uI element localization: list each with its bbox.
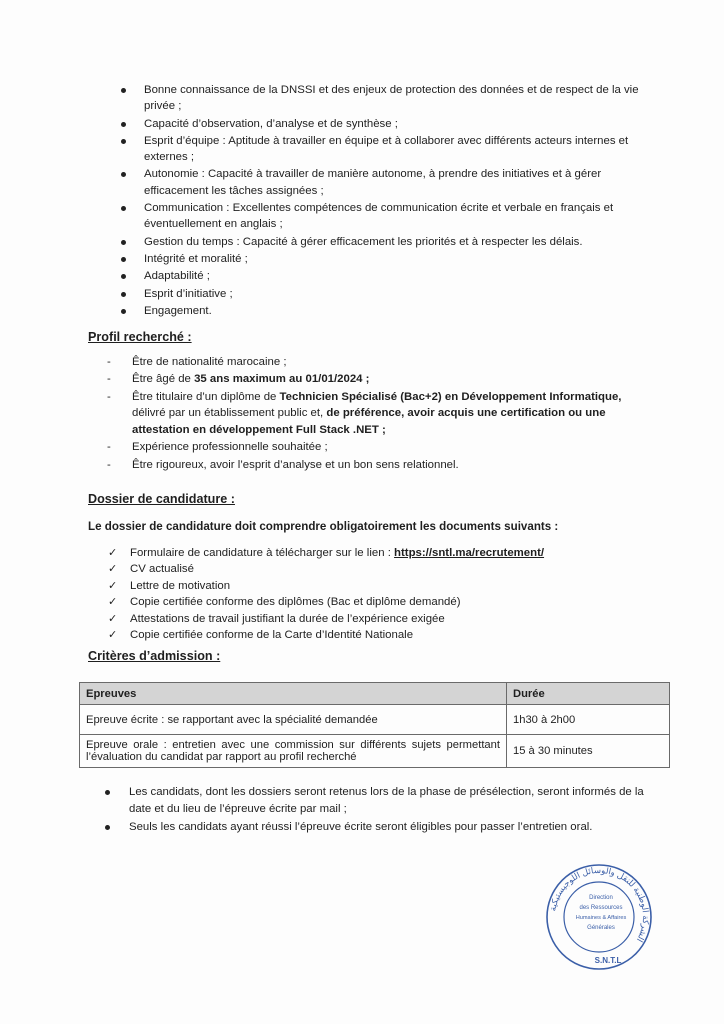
list-item: - Être titulaire d’un diplôme de Technicien Spécialisé (Bac+2) en Développement Informatique, délivré par un établissement public et, de préférence, avoir acquis une certification ou une attestation en développement Full Stack .NET ; [107,390,622,436]
table-header-epreuves: Epreuves [80,683,507,705]
list-item: Capacité d’observation, d’analyse et de synthèse ; [144,116,640,132]
profil-list [107,354,652,474]
profil-heading: Profil recherché : [88,330,192,344]
criteres-table [79,682,670,768]
table-row [80,705,670,735]
table-row [80,735,670,768]
list-item: Autonomie : Capacité à travailler de manière autonome, à prendre des initiatives et à gérer efficacement les tâches assignées ; [144,166,640,199]
list-item: - Être âgé de 35 ans maximum au 01/01/2024 ; [132,371,652,387]
dash-icon: - [107,458,111,471]
list-item: ✓ CV actualisé [130,561,650,577]
dossier-heading: Dossier de candidature : [88,492,235,506]
bullet-icon [105,790,110,795]
list-item: Communication : Excellentes compétences de communication écrite et verbale en français et éventuellement en anglais ; [144,200,640,233]
list-item: Seuls les candidats ayant réussi l’épreuve écrite seront éligibles pour passer l’entretien oral. [129,819,649,836]
table-cell-duree: 1h30 à 2h00 [507,705,670,735]
list-item: Intégrité et moralité ; [144,251,640,267]
list-item: Bonne connaissance de la DNSSI et des enjeux de protection des données et de respect de la vie privée ; [144,82,640,115]
stamp-line: des Ressources [579,905,623,911]
bullet-icon [121,88,126,93]
checkmark-icon: ✓ [108,579,118,592]
table-header-row [80,683,670,705]
list-item: Gestion du temps : Capacité à gérer efficacement les priorités et à respecter les délais. [144,234,640,250]
table-cell-epreuve: Epreuve écrite : se rapportant avec la spécialité demandée [80,705,507,735]
qualities-list [144,82,640,320]
table-cell-duree: 15 à 30 minutes [507,735,670,768]
dash-icon: - [107,441,111,454]
list-item: ✓ Copie certifiée conforme des diplômes (Bac et diplôme demandé) [130,594,650,610]
list-item: Engagement. [144,303,640,319]
checkmark-icon: ✓ [108,612,118,625]
list-item: - Expérience professionnelle souhaitée ; [132,439,652,455]
bullet-icon [121,292,126,297]
list-item: Esprit d’initiative ; [144,286,640,302]
bullet-icon [121,309,126,314]
dossier-intro: Le dossier de candidature doit comprendre obligatoirement les documents suivants : [88,520,559,533]
list-item: Esprit d’équipe : Aptitude à travailler en équipe et à collaborer avec différents acteurs internes et externes ; [144,133,640,166]
dossier-list [108,545,650,644]
stamp-line: Direction [589,895,613,901]
checkmark-icon: ✓ [108,547,118,559]
checkmark-icon: ✓ [108,629,118,642]
criteres-heading: Critères d’admission : [88,649,221,663]
bullet-icon [121,139,126,144]
list-item: Adaptabilité ; [144,268,640,284]
bullet-icon [105,825,110,830]
bullet-icon [121,274,126,279]
bullet-icon [121,122,126,127]
table-header-duree: Durée [507,683,670,705]
bullet-icon [121,172,126,177]
stamp-org: S.N.T.L [594,956,622,965]
dash-icon: - [107,356,111,368]
stamp-line: Générales [587,925,615,931]
stamp-ring-text: الشركة الوطنية للنقل والوسائل اللوجيستيكية [547,864,652,944]
list-item: - Être de nationalité marocaine ; [132,354,652,370]
list-item: ✓ Copie certifiée conforme de la Carte d’Identité Nationale [130,627,650,643]
checkmark-icon: ✓ [108,596,118,609]
list-item: ✓ Attestations de travail justifiant la durée de l’expérience exigée [130,611,650,627]
list-item: ✓ Lettre de motivation [130,578,650,594]
table-cell-epreuve: Epreuve orale : entretien avec une commission sur différents sujets permettant l’évaluation du candidat par rapport au profil recherché [80,735,507,768]
recruitment-link[interactable]: https://sntl.ma/recrutement/ [394,547,545,559]
list-item: ✓ Formulaire de candidature à télécharger sur le lien : https://sntl.ma/recrutement/ [130,545,650,561]
bullet-icon [121,257,126,262]
bullet-icon [121,206,126,211]
notes-list [129,784,649,838]
stamp-line: Humaines & Affaires [575,915,627,921]
dash-icon: - [107,373,111,386]
bullet-icon [121,240,126,245]
list-item: Les candidats, dont les dossiers seront retenus lors de la phase de présélection, seront informés de la date et du lieu de l’épreuve écrite par mail ; [129,784,649,817]
checkmark-icon: ✓ [108,563,118,576]
list-item: - Être rigoureux, avoir l’esprit d’analyse et un bon sens relationnel. [132,457,652,473]
official-stamp [544,862,654,972]
dash-icon: - [107,390,111,403]
